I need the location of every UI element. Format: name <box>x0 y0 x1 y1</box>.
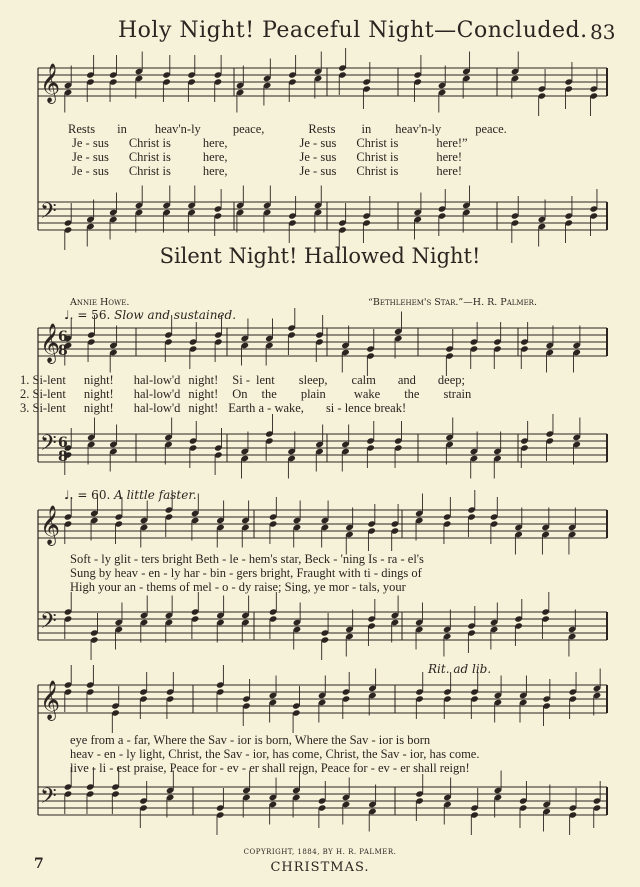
hymn-author: Annie Howe. <box>70 297 130 308</box>
time-signature-top: 6 <box>58 435 68 451</box>
hymn-title: Silent Night! Hallowed Night! <box>159 244 481 268</box>
time-signature-bottom: 8 <box>58 449 68 465</box>
page-number: 83 <box>590 20 616 44</box>
system1-lyric-line-3: Je - sus Christ is here, Je - sus Christ is here! <box>72 150 463 164</box>
tempo-marking-2: ♩. = 60. A little faster. <box>64 488 197 502</box>
system1-lyric-line-2: Je - sus Christ is here, Je - sus Christ is here!” <box>72 136 468 150</box>
hymn-composer: “Bethlehem's Star.”—H. R. Palmer. <box>368 297 537 308</box>
verse-c-2-lyrics: heav - en - ly light, Christ, the Sav - ior, has come, Christ, the Sav - ior, has come. <box>70 747 480 761</box>
verse-c-1-lyrics: eye from a - far, Where the Sav - ior is born, Where the Sav - ior is born <box>70 733 431 747</box>
time-signature-bottom: 8 <box>58 343 68 359</box>
page-header-title: Holy Night! Peaceful Night—Concluded. <box>118 18 588 43</box>
copyright-notice: COPYRIGHT, 1884, BY H. R. PALMER. <box>243 848 397 856</box>
verse-b-1-lyrics: Soft - ly glit - ters bright Beth - le - hem's star, Beck - 'ning Is - ra - el's <box>70 552 424 566</box>
verse-b-3-lyrics: High your an - thems of mel - o - dy raise; Sing, ye mor - tals, your <box>70 580 406 594</box>
tempo-marking-1: ♩. = 56. Slow and sustained. <box>64 308 237 322</box>
footer-title: CHRISTMAS. <box>270 860 370 875</box>
verse-1-lyrics: 1. Si-lent night! hal-low'd night! Si - lent sleep, calm and deep; <box>20 373 465 387</box>
system1-lyric-line-4: Je - sus Christ is here, Je - sus Christ is here! <box>72 164 463 178</box>
dotted-quarter-note-icon: ♩. <box>64 488 74 502</box>
verse-b-2-lyrics: Sung by heav - en - ly har - bin - gers bright, Fraught with ti - dings of <box>70 566 422 580</box>
footer-left-number: 7 <box>34 856 44 872</box>
system1-lyric-line-1: Rests in heav'n-ly peace, Rests in heav'n-ly peace. <box>68 122 507 136</box>
treble-clef-icon: 𝄞 <box>40 505 61 545</box>
treble-clef-icon: 𝄞 <box>40 63 61 103</box>
dotted-quarter-note-icon: ♩. <box>64 308 74 322</box>
verse-c-3-lyrics: live - li - est praise, Peace for - ev - er shall reign, Peace for - ev - er shall reign! <box>70 761 470 775</box>
bass-clef-icon: 𝄢 <box>40 784 57 814</box>
time-signature-top: 6 <box>58 329 68 345</box>
ritardando-marking: Rit. ad lib. <box>428 662 492 676</box>
verse-2-lyrics: 2. Si-lent night! hal-low'd night! On the plain wake the strain <box>20 387 472 401</box>
treble-clef-icon: 𝄞 <box>40 323 61 363</box>
treble-clef-icon: 𝄞 <box>40 680 61 720</box>
verse-3-lyrics: 3. Si-lent night! hal-low'd night! Earth a - wake, si - lence break! <box>20 401 407 415</box>
bass-clef-icon: 𝄢 <box>40 609 57 639</box>
bass-clef-icon: 𝄢 <box>40 431 57 461</box>
bass-clef-icon: 𝄢 <box>40 199 57 229</box>
